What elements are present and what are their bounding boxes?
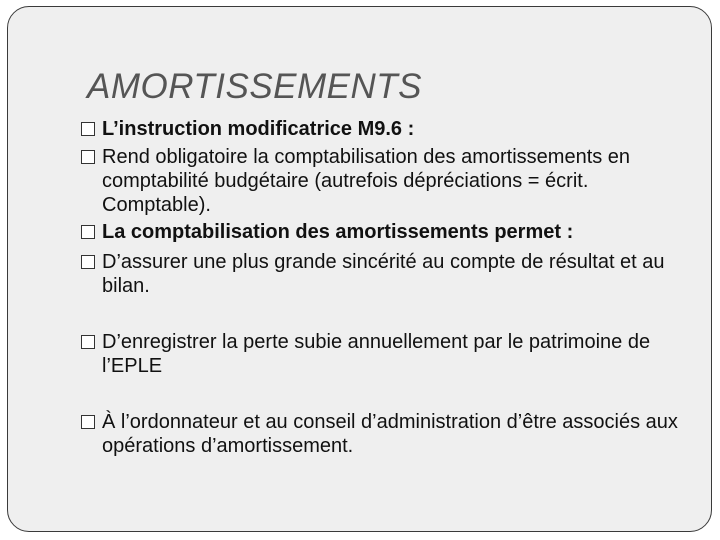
checkbox-bullet-icon: [81, 225, 95, 239]
checkbox-bullet-icon: [81, 122, 95, 136]
checkbox-bullet-icon: [81, 335, 95, 349]
bullet-text: D’assurer une plus grande sincérité au compte de résultat et au bilan.: [102, 251, 665, 297]
bullet-text: La comptabilisation des amortissements permet :: [102, 221, 574, 243]
bullet-item: [81, 330, 681, 378]
bullet-item: [81, 145, 681, 217]
bullet-text: Rend obligatoire la comptabilisation des amortissements en comptabilité budgétaire (autrefois dépréciations = écrit. Comptable).: [102, 146, 631, 216]
checkbox-bullet-icon: [81, 255, 95, 269]
bullet-text: À l’ordonnateur et au conseil d’administration d’être associés aux opérations d’amortissement.: [102, 411, 678, 457]
bullet-item: [81, 410, 681, 458]
bullet-text: L’instruction modificatrice M9.6 :: [102, 118, 415, 140]
slide-title: AMORTISSEMENTS: [87, 67, 423, 106]
bullet-item: [81, 250, 681, 298]
bullet-item: [81, 117, 681, 141]
checkbox-bullet-icon: [81, 415, 95, 429]
bullet-item: [81, 220, 681, 244]
bullet-text: D’enregistrer la perte subie annuellement par le patrimoine de l’EPLE: [102, 331, 651, 377]
checkbox-bullet-icon: [81, 150, 95, 164]
